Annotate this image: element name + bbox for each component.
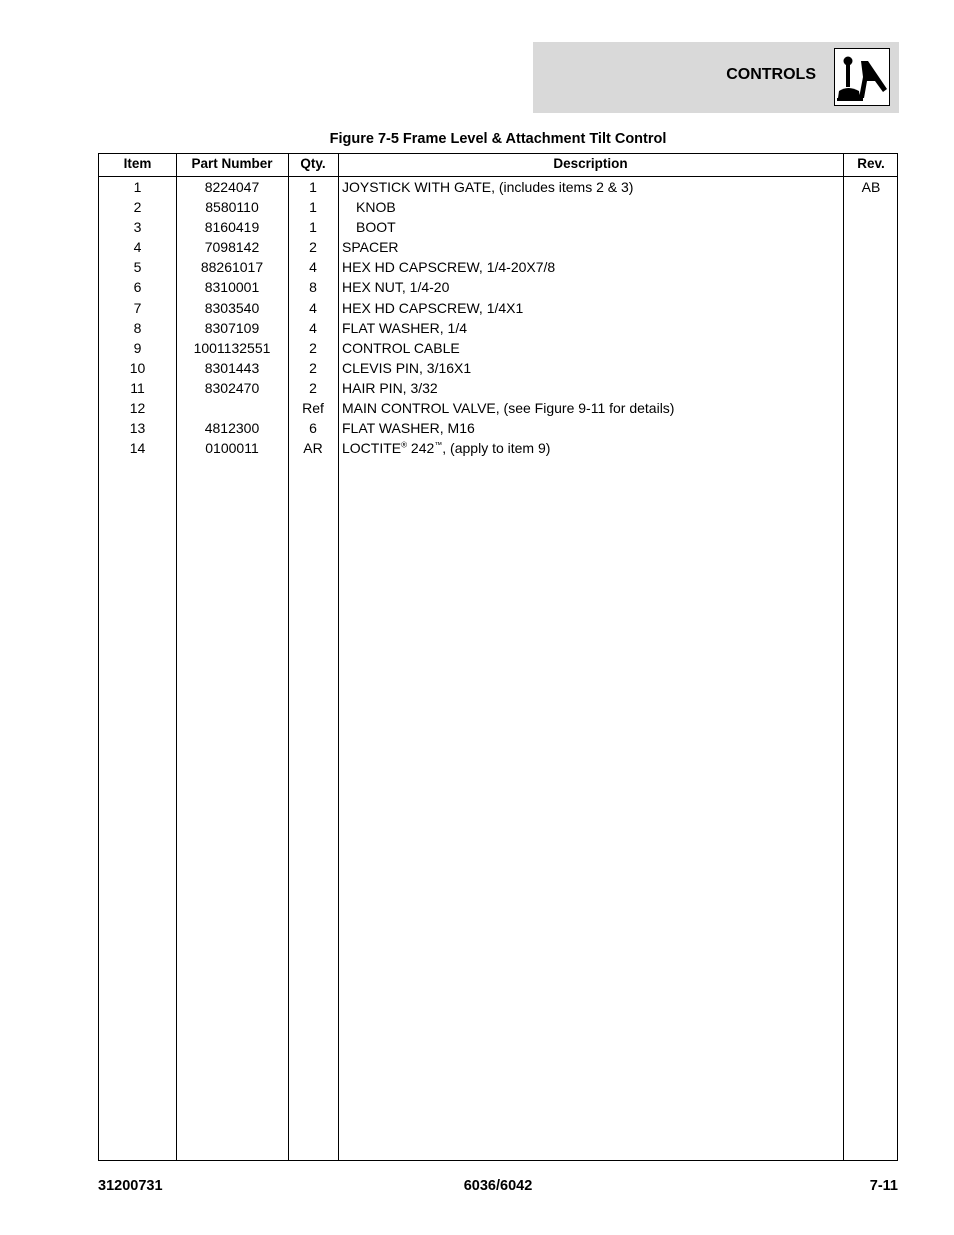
item-number: 8: [133, 319, 142, 336]
part-number: 4812300: [204, 420, 260, 437]
item-number: 6: [133, 279, 142, 296]
quantity: 4: [309, 259, 317, 276]
trademark-mark: ™: [434, 440, 443, 450]
quantity: AR: [303, 440, 323, 457]
part-number: 1001132551: [193, 339, 271, 356]
table-row: [99, 217, 897, 237]
part-number: 0100011: [205, 440, 259, 457]
item-number: 5: [133, 259, 142, 276]
quantity: 1: [309, 179, 317, 195]
description-model: 242: [407, 440, 435, 457]
part-number: 8160419: [204, 219, 260, 236]
description: HEX HD CAPSCREW, 1/4X1: [342, 299, 524, 316]
description: CONTROL CABLE: [342, 339, 460, 356]
part-number: 8580110: [205, 199, 259, 216]
quantity: 4: [309, 319, 317, 336]
description: SPACER: [342, 239, 399, 256]
section-title: CONTROLS: [726, 66, 816, 83]
part-number: 8307109: [204, 319, 260, 336]
figure-title: Figure 7-5 Frame Level & Attachment Tilt Control: [329, 131, 667, 147]
item-number: 2: [133, 199, 142, 216]
item-number: 10: [129, 359, 146, 376]
table-row: [99, 438, 897, 458]
footer-document-number: 31200731: [98, 1178, 163, 1194]
description: HAIR PIN, 3/32: [342, 379, 438, 396]
joystick-control-icon: [834, 48, 890, 106]
part-number: 7098142: [204, 239, 260, 256]
table-row: [99, 257, 897, 277]
header-part-number: Part Number: [191, 156, 273, 171]
revision: AB: [861, 179, 881, 195]
item-number: 4: [133, 239, 142, 256]
part-number: 88261017: [200, 259, 264, 276]
table-body: [99, 177, 897, 458]
quantity: 1: [309, 199, 317, 216]
quantity: 2: [309, 359, 317, 376]
table-row: [99, 298, 897, 318]
quantity: 1: [309, 219, 317, 236]
quantity: 2: [309, 239, 317, 256]
part-number: 8301443: [204, 359, 260, 376]
item-number: 13: [129, 420, 146, 437]
table-row: [99, 398, 897, 418]
item-number: 3: [133, 219, 142, 236]
description-note: , (apply to item 9): [442, 440, 551, 457]
description: MAIN CONTROL VALVE, (see Figure 9-11 for details): [342, 400, 675, 417]
quantity: 2: [309, 339, 317, 356]
description: HEX NUT, 1/4-20: [342, 279, 450, 296]
table-row: [99, 358, 897, 378]
table-row: [99, 177, 897, 197]
description: CLEVIS PIN, 3/16X1: [342, 359, 472, 376]
item-number: 14: [129, 440, 146, 457]
description: FLAT WASHER, 1/4: [342, 319, 467, 336]
description: JOYSTICK WITH GATE, (includes items 2 & 3): [342, 179, 634, 195]
quantity: 2: [309, 379, 317, 396]
item-number: 11: [130, 379, 145, 396]
description: HEX HD CAPSCREW, 1/4-20X7/8: [342, 259, 556, 276]
description: BOOT: [356, 219, 396, 236]
header-rev: Rev.: [857, 156, 885, 171]
table-row: [99, 338, 897, 358]
item-number: 12: [129, 400, 146, 417]
description: FLAT WASHER, M16: [342, 420, 475, 437]
table-row: [99, 378, 897, 398]
item-number: 9: [133, 339, 142, 356]
part-number: 8310001: [204, 279, 260, 296]
quantity: 8: [309, 279, 317, 296]
quantity: 6: [309, 420, 317, 437]
part-number: 8224047: [204, 179, 260, 195]
part-number: 8303540: [204, 299, 260, 316]
table-row: [99, 418, 897, 438]
parts-table: [98, 153, 898, 1161]
registered-mark: ®: [401, 440, 408, 450]
footer-model: 6036/6042: [463, 1178, 533, 1194]
header-item: Item: [123, 156, 152, 171]
description-brand: LOCTITE: [342, 440, 402, 457]
part-number: 8302470: [204, 379, 260, 396]
table-row: [99, 277, 897, 297]
table-row: [99, 197, 897, 217]
table-row: [99, 237, 897, 257]
header-description: Description: [553, 156, 628, 171]
header-qty: Qty.: [300, 156, 326, 171]
item-number: 1: [133, 179, 142, 195]
footer-page-number: 7-11: [869, 1178, 898, 1194]
item-number: 7: [133, 299, 142, 316]
description: [342, 438, 842, 458]
table-row: [99, 318, 897, 338]
description: KNOB: [356, 199, 396, 216]
quantity: 4: [309, 299, 317, 316]
quantity: Ref: [302, 400, 324, 417]
